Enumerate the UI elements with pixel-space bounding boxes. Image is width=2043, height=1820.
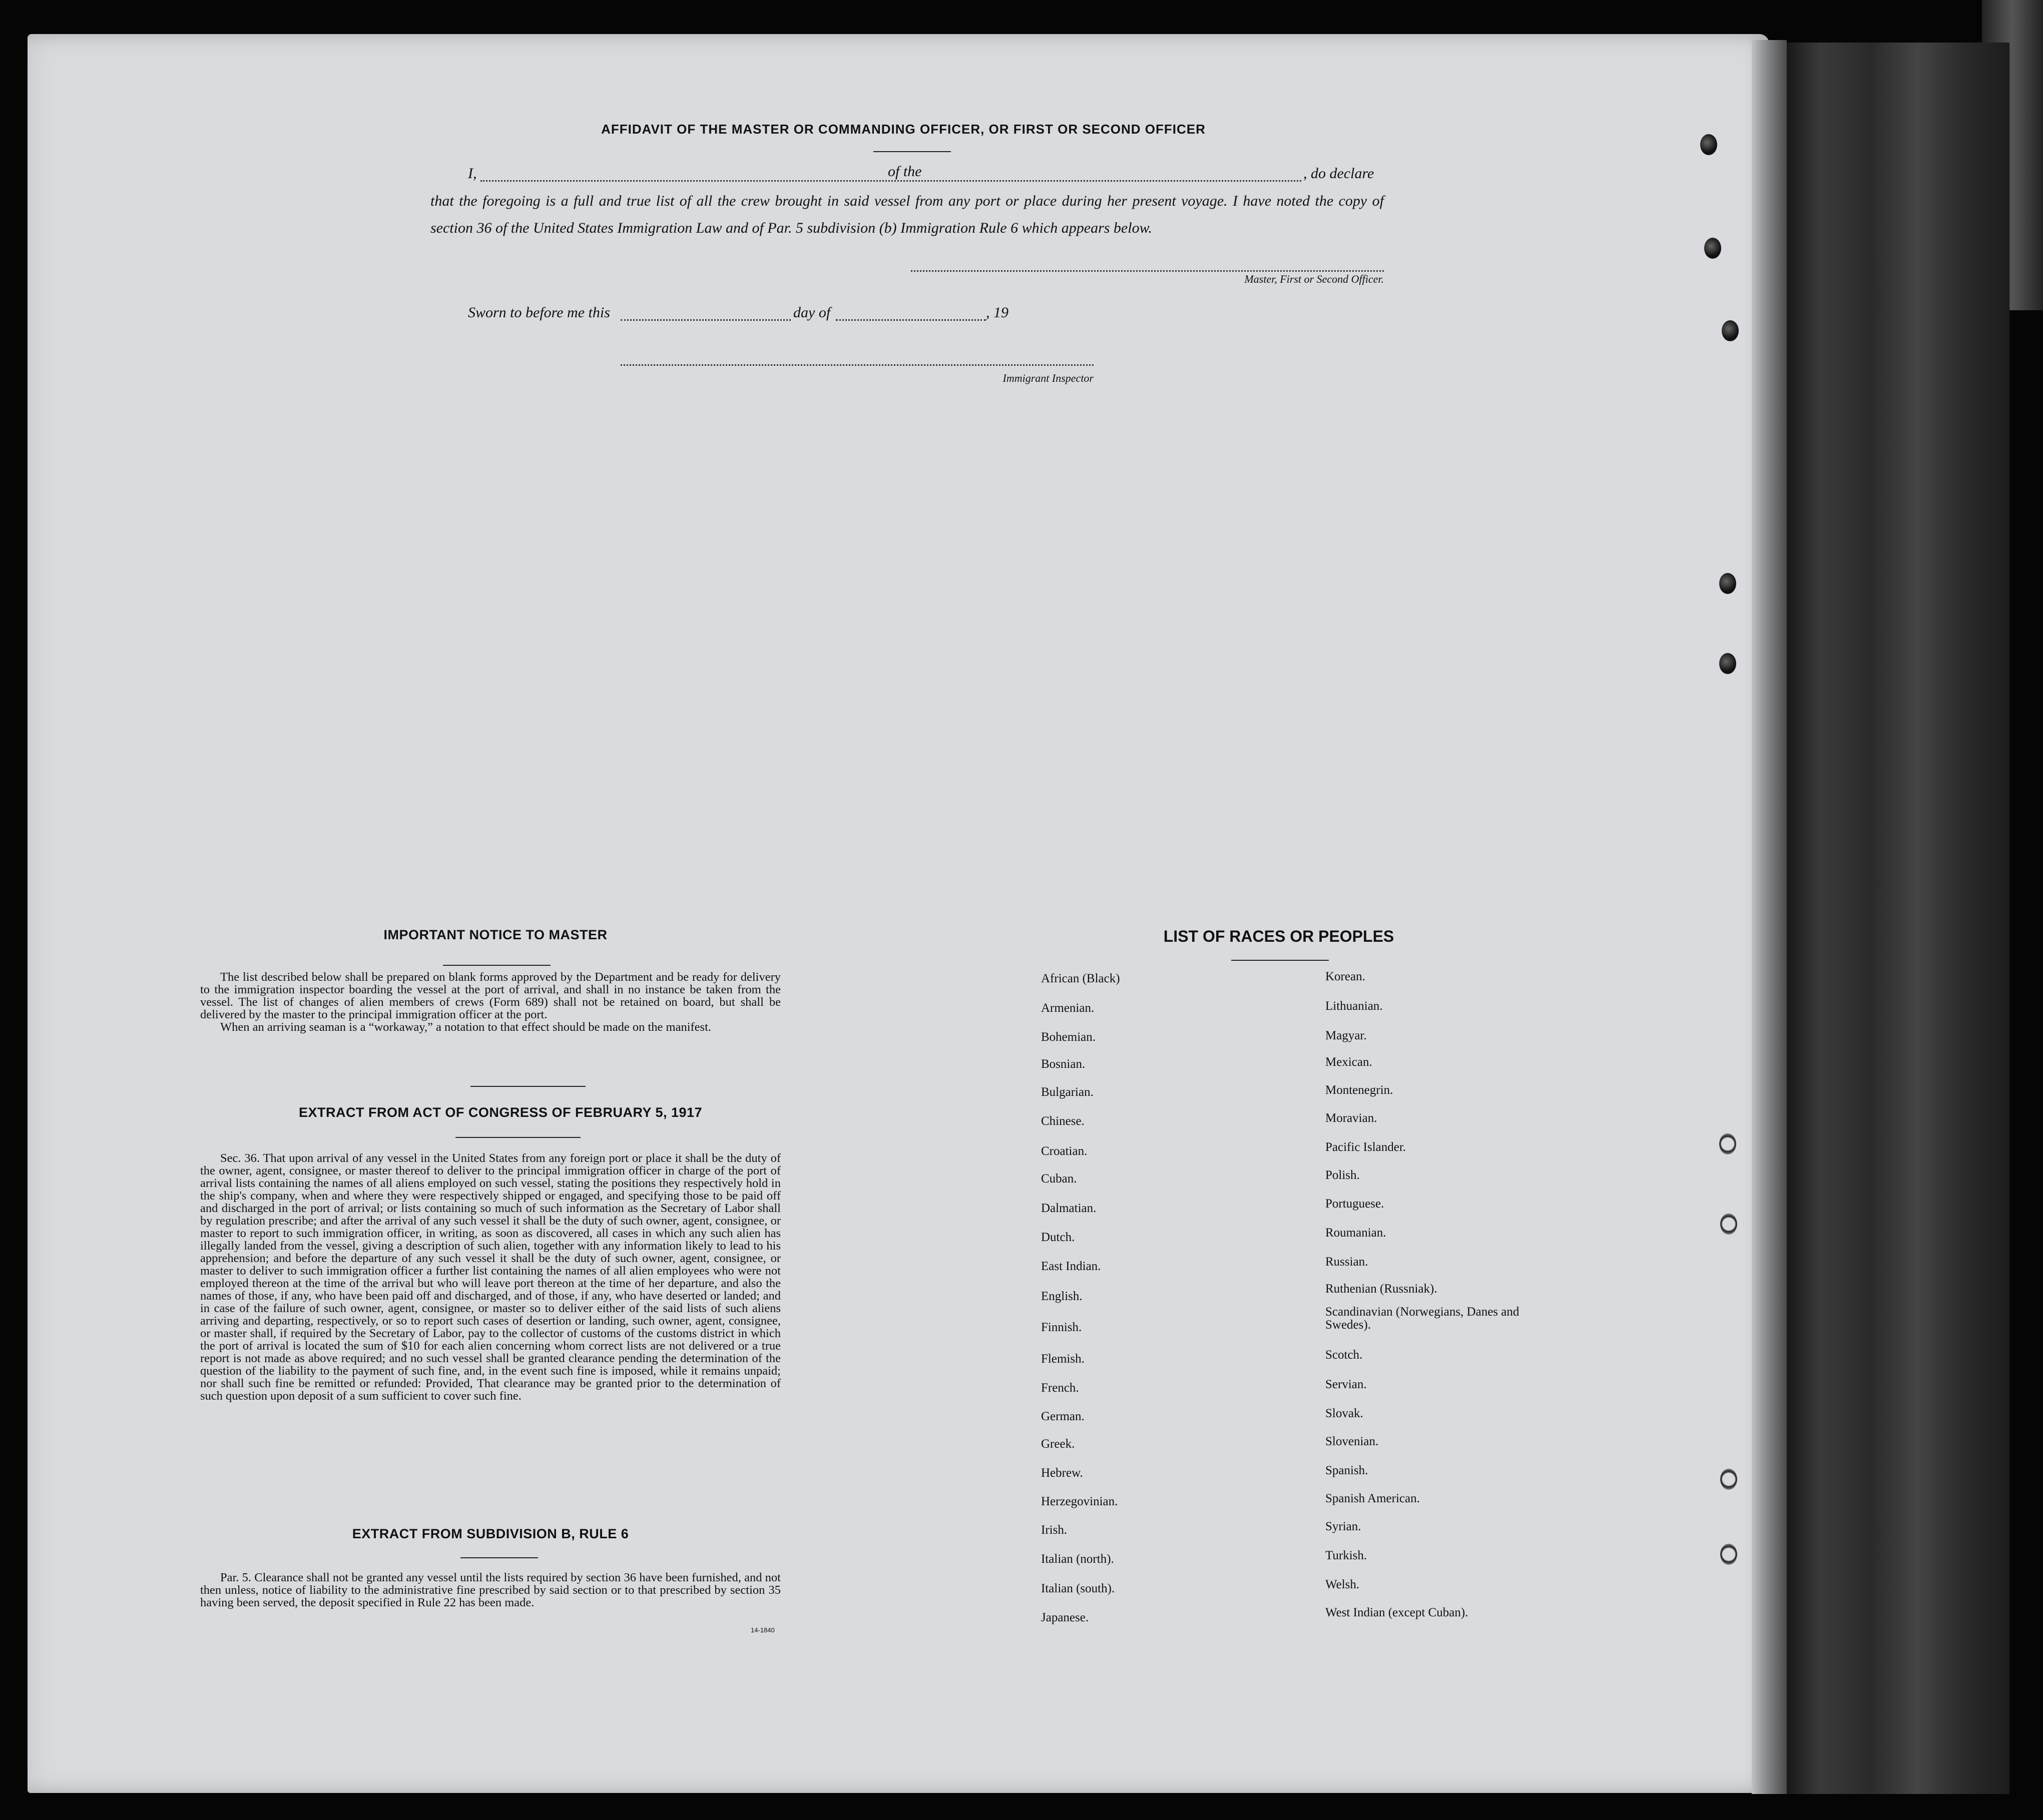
race-item: Turkish.: [1325, 1549, 1367, 1562]
notice-paragraph-1: The list described below shall be prepared on blank forms approved by the Department and be ready for delivery to the immigration inspector boarding the vessel at the port of arrival, and shall in no instance be taken from the vessel. The list of changes of alien members of crews (Form 689) shall not be retained on board, but shall be delivered by the master to the principal immigration officer at the port.: [200, 970, 781, 1021]
inspector-caption: Immigrant Inspector: [1002, 372, 1094, 384]
race-item: Spanish.: [1325, 1464, 1368, 1477]
race-item: Bosnian.: [1041, 1057, 1086, 1071]
act-extract-title: EXTRACT FROM ACT OF CONGRESS OF FEBRUARY 5, 1917: [298, 1105, 703, 1120]
race-item: Magyar.: [1325, 1029, 1367, 1042]
section-36-text: Sec. 36. That upon arrival of any vessel in the United States from any foreign port or place it shall be the duty of the owner, agent, consignee, or master thereof to deliver to the principal immigration officer in charge of the port of arrival lists containing the names of all aliens employed on such vessel, stating the positions they respectively hold in the ship's company, when and where they were respectively shipped or engaged, and specifying those to be paid off and discharged in the port of arrival; or lists containing so much of such information as the Secretary of Labor shall by regulation prescribe; and after the arrival of any such vessel it shall be the duty of such owner, agent, consignee, or master to report to such immigration officer, in writing, as soon as discovered, all cases in which any such alien has illegally landed from the vessel, giving a description of such alien, together with any information likely to lead to his apprehension; and before the departure of any such vessel it shall be the duty of such owner, agent, consignee, or master to deliver to such immigration officer a further list containing the names of all alien employees who were not employed thereon at the time of the arrival but who will leave port thereon at the time of her departure, and also the names of those, if any, who have been paid off and discharged, and of those, if any, who have deserted or landed; and in case of the failure of such owner, agent, consignee, or master so to deliver either of the said lists of such aliens arriving and departing, respectively, or so to report such cases of desertion or landing, such owner, agent, consignee, or master shall, if required by the Secretary of Labor, pay to the collector of customs of the customs district in which the port of arrival is located the sum of $10 for each alien concerning whom correct lists are not delivered or a true report is not made as above required; and no such vessel shall be granted clearance pending the determination of the question of the liability to the payment of such fine, and, in the event such fine is imposed, while it remains unpaid; nor shall such fine be remitted or refunded: Provided, That clearance may be granted prior to the determination of such question upon deposit of a sum sufficient to cover such fine.: [200, 1151, 781, 1403]
punch-hole-icon: [1719, 573, 1736, 594]
rule-extract-title: EXTRACT FROM SUBDIVISION B, RULE 6: [352, 1526, 629, 1541]
i-label: I,: [468, 165, 477, 182]
notice-divider: [443, 965, 551, 966]
rule-divider: [460, 1557, 538, 1558]
race-item: West Indian (except Cuban).: [1325, 1606, 1468, 1619]
form-number: 14-1840: [751, 1626, 775, 1634]
races-divider: [1231, 960, 1329, 961]
punch-hole-icon: [1722, 320, 1739, 341]
race-item: Armenian.: [1041, 1001, 1095, 1015]
race-item: Hebrew.: [1041, 1466, 1083, 1480]
notice-paragraph-2: When an arriving seaman is a “workaway,” a notation to that effect should be made on the manifest.: [220, 1020, 712, 1034]
signature-field[interactable]: [911, 270, 1384, 272]
race-item: Russian.: [1325, 1255, 1368, 1269]
race-item: Portuguese.: [1325, 1197, 1384, 1210]
book-binding: [1779, 43, 2009, 1794]
race-item: Ruthenian (Russniak).: [1325, 1282, 1437, 1296]
month-field[interactable]: [836, 319, 986, 321]
page-edge: [1752, 40, 1787, 1794]
race-item: Bulgarian.: [1041, 1085, 1094, 1099]
inspector-signature-field[interactable]: [621, 364, 1094, 366]
race-item: Herzegovinian.: [1041, 1495, 1118, 1508]
year-label: , 19: [986, 304, 1008, 321]
race-item: Syrian.: [1325, 1520, 1361, 1533]
sworn-label: Sworn to before me this: [468, 304, 610, 321]
race-item: Spanish American.: [1325, 1492, 1420, 1505]
race-item: Pacific Islander.: [1325, 1140, 1406, 1154]
affidavit-title: AFFIDAVIT OF THE MASTER OR COMMANDING OFFICER, OR FIRST OR SECOND OFFICER: [601, 122, 1206, 137]
race-item: Korean.: [1325, 970, 1365, 983]
race-item: East Indian.: [1041, 1260, 1101, 1273]
day-field[interactable]: [621, 319, 791, 321]
race-item: Dalmatian.: [1041, 1201, 1097, 1215]
punch-hole-icon: [1704, 238, 1721, 259]
race-item: Croatian.: [1041, 1144, 1088, 1158]
race-item: Servian.: [1325, 1378, 1367, 1391]
race-item: Roumanian.: [1325, 1226, 1386, 1240]
race-item: Finnish.: [1041, 1321, 1082, 1334]
race-item: Scandinavian (Norwegians, Danes and Swedes).: [1325, 1305, 1519, 1332]
name-field[interactable]: [480, 180, 1316, 182]
race-item: Chinese.: [1041, 1114, 1085, 1128]
day-of-label: day of: [793, 304, 831, 321]
notice-title: IMPORTANT NOTICE TO MASTER: [383, 927, 608, 942]
race-item: Italian (south).: [1041, 1582, 1115, 1595]
race-item: Greek.: [1041, 1437, 1075, 1451]
race-item: French.: [1041, 1381, 1079, 1395]
race-item: Bohemian.: [1041, 1030, 1096, 1044]
race-item: Dutch.: [1041, 1231, 1075, 1244]
declaration-text: that the foregoing is a full and true list of all the crew brought in said vessel from any port or place during her present voyage. I have noted the copy of section 36 of the United States Immigration Law and of Par. 5 subdivision (b) Immigration Rule 6 which appears below.: [430, 193, 1384, 236]
title-divider: [873, 151, 951, 152]
race-item: Mexican.: [1325, 1055, 1372, 1069]
race-item: Japanese.: [1041, 1611, 1089, 1624]
race-item: Moravian.: [1325, 1111, 1377, 1125]
race-item: German.: [1041, 1410, 1085, 1423]
par-5-text: Par. 5. Clearance shall not be granted any vessel until the lists required by section 36 have been furnished, and not then unless, notice of liability to the administrative fine prescribed by said section or to that prescribed by section 35 having been served, the deposit specified in Rule 22 has been made.: [200, 1571, 781, 1609]
punch-hole-icon: [1720, 1469, 1737, 1490]
punch-hole-icon: [1700, 134, 1717, 155]
race-item: Slovenian.: [1325, 1435, 1379, 1448]
race-item: African (Black): [1041, 972, 1120, 985]
notice-text: [200, 971, 781, 1033]
do-declare-label: , do declare: [1301, 165, 1374, 182]
race-item: Italian (north).: [1041, 1552, 1114, 1566]
section-divider: [470, 1086, 586, 1087]
race-item: Scotch.: [1325, 1348, 1363, 1362]
act-divider: [455, 1137, 581, 1138]
race-item: Montenegrin.: [1325, 1083, 1393, 1097]
race-item: English.: [1041, 1290, 1083, 1303]
declaration-line: [430, 165, 1381, 185]
sworn-line: [468, 304, 1119, 324]
race-item: Cuban.: [1041, 1172, 1077, 1185]
of-the-label: of the: [886, 163, 924, 180]
race-item: Polish.: [1325, 1168, 1360, 1182]
signature-caption: Master, First or Second Officer.: [1244, 273, 1384, 285]
race-item: Welsh.: [1325, 1578, 1360, 1591]
punch-hole-icon: [1720, 1544, 1737, 1565]
race-item: Lithuanian.: [1325, 999, 1383, 1013]
races-title: LIST OF RACES OR PEOPLES: [1163, 927, 1394, 945]
punch-hole-icon: [1719, 653, 1736, 674]
race-item: Flemish.: [1041, 1352, 1085, 1366]
punch-hole-icon: [1719, 1133, 1736, 1154]
race-item: Irish.: [1041, 1523, 1068, 1537]
race-item: Slovak.: [1325, 1407, 1363, 1420]
punch-hole-icon: [1720, 1214, 1737, 1235]
